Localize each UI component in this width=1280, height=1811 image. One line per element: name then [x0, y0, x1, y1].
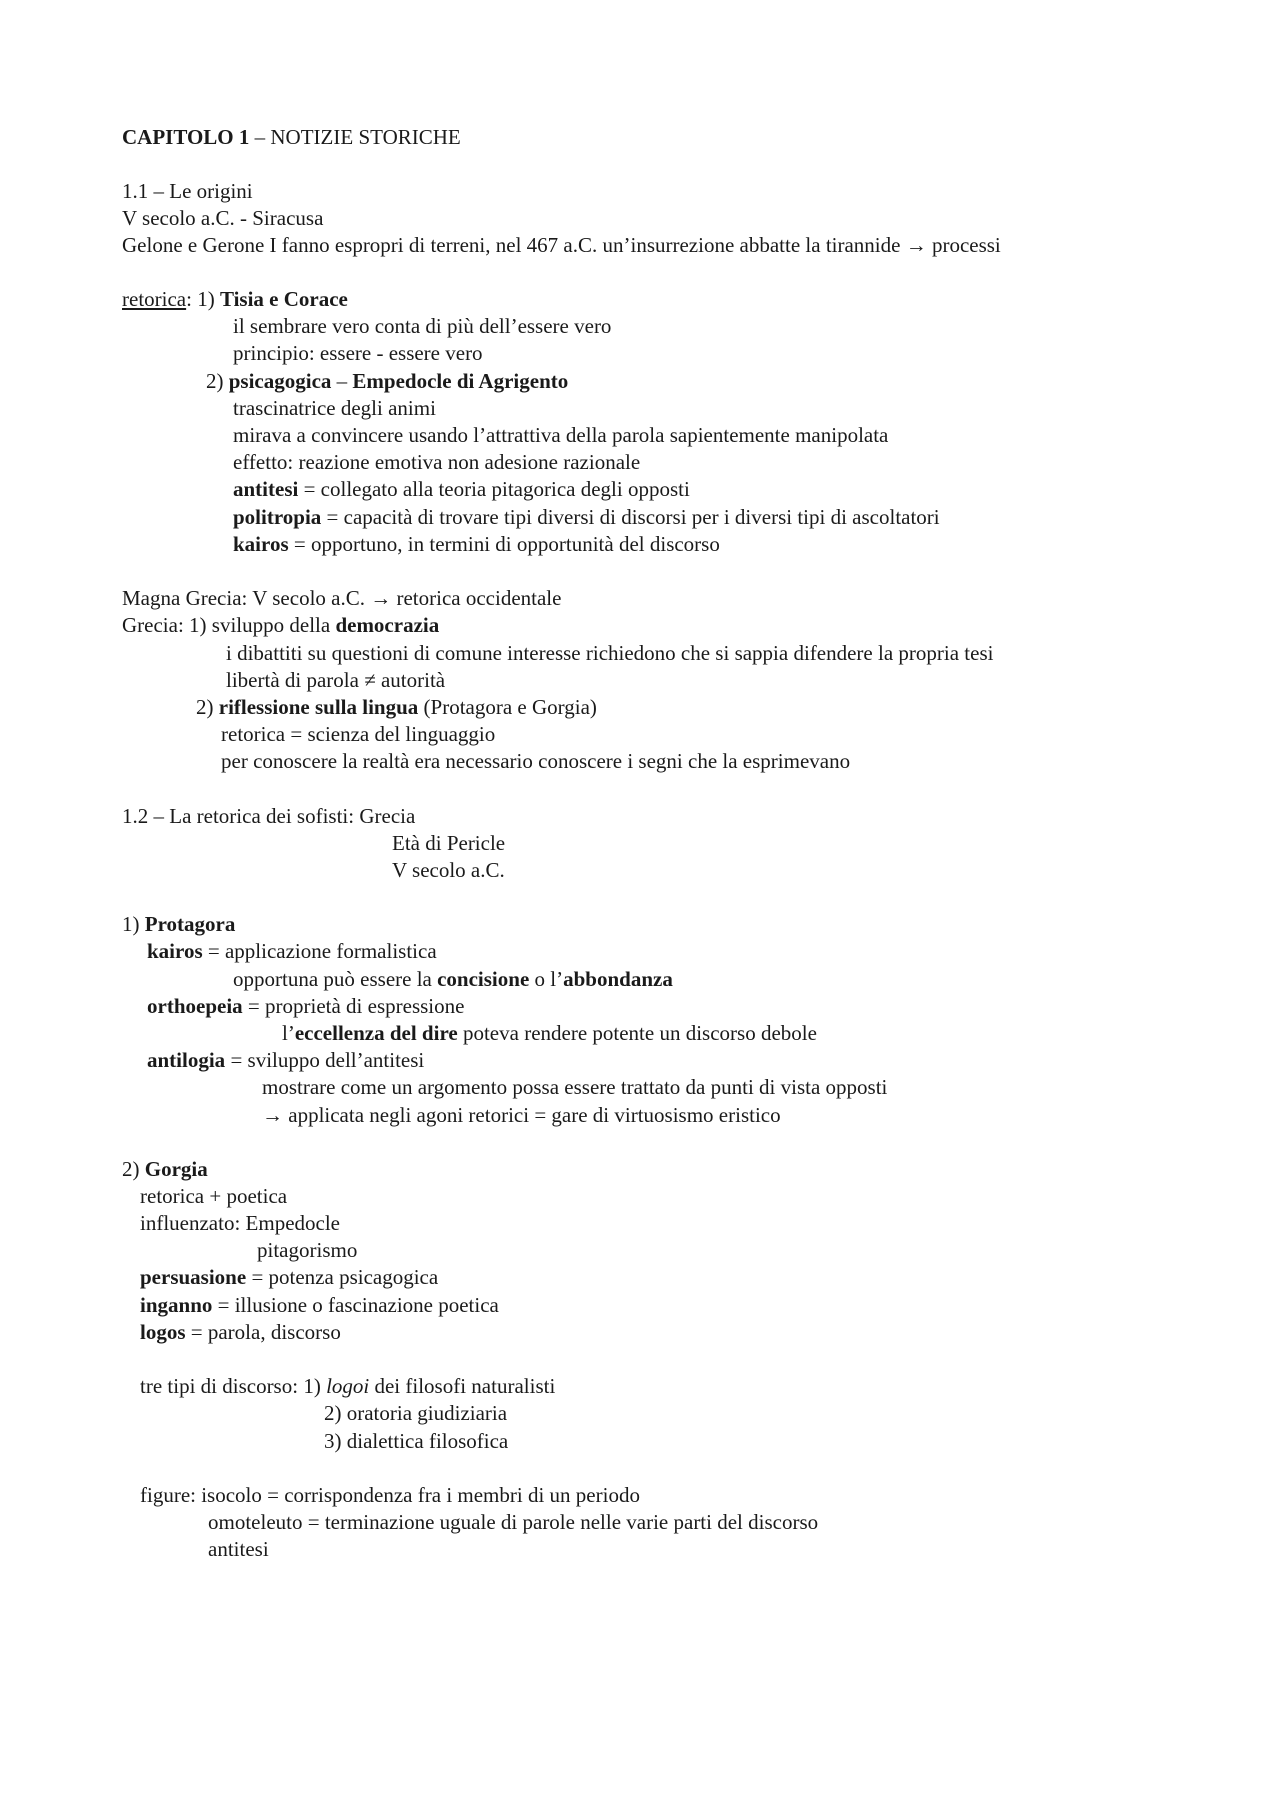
grecia-point-2: 2) riflessione sulla lingua (Protagora e Gorgia)	[196, 695, 597, 719]
retorica-point-2: 2) psicagogica – Empedocle di Agrigento	[206, 369, 569, 393]
text-line: V secolo a.C. - Siracusa	[122, 206, 324, 230]
text-line: antitesi	[208, 1537, 269, 1561]
section-1-1-heading: 1.1 – Le origini	[122, 179, 253, 203]
definition-logos: logos = parola, discorso	[140, 1320, 341, 1344]
discourse-types: tre tipi di discorso: 1) logoi dei filosofi naturalisti	[140, 1374, 556, 1398]
text-line: Età di Pericle	[392, 831, 506, 855]
text-line: 3) dialettica filosofica	[324, 1429, 509, 1453]
text-line: opportuna può essere la concisione o l’abbondanza	[233, 967, 673, 991]
text-line: per conoscere la realtà era necessario conoscere i segni che la esprimevano	[221, 749, 851, 773]
chapter-title: CAPITOLO 1 – NOTIZIE STORICHE	[122, 125, 461, 149]
definition-inganno: inganno = illusione o fascinazione poetica	[140, 1293, 499, 1317]
text-line: il sembrare vero conta di più dell’essere vero	[233, 314, 612, 338]
text-line: retorica = scienza del linguaggio	[221, 722, 496, 746]
text-line: libertà di parola ≠ autorità	[226, 668, 446, 692]
text-line: effetto: reazione emotiva non adesione razionale	[233, 450, 641, 474]
definition-antilogia: antilogia = sviluppo dell’antitesi	[147, 1048, 425, 1072]
definition-kairos: kairos = opportuno, in termini di opportunità del discorso	[233, 532, 720, 556]
protagora-heading: 1) Protagora	[122, 912, 236, 936]
text-line: figure: isocolo = corrispondenza fra i membri di un periodo	[140, 1483, 640, 1507]
definition-politropia: politropia = capacità di trovare tipi diversi di discorsi per i diversi tipi di ascoltatori	[233, 505, 940, 529]
text-line: pitagorismo	[257, 1238, 358, 1262]
text-line: Gelone e Gerone I fanno espropri di terreni, nel 467 a.C. un’insurrezione abbatte la tirannide → processi	[122, 233, 1001, 257]
text-line: retorica + poetica	[140, 1184, 288, 1208]
section-1-2-heading: 1.2 – La retorica dei sofisti: Grecia	[122, 804, 416, 828]
text-line: Magna Grecia: V secolo a.C. → retorica occidentale	[122, 586, 562, 610]
retorica-point-1: retorica: 1) Tisia e Corace	[122, 287, 348, 311]
text-line: influenzato: Empedocle	[140, 1211, 341, 1235]
text-line: mostrare come un argomento possa essere trattato da punti di vista opposti	[262, 1075, 888, 1099]
text-line: omoteleuto = terminazione uguale di parole nelle varie parti del discorso	[208, 1510, 819, 1534]
definition-kairos: kairos = applicazione formalistica	[147, 939, 437, 963]
definition-orthoepeia: orthoepeia = proprietà di espressione	[147, 994, 465, 1018]
text-line: V secolo a.C.	[392, 858, 505, 882]
text-line: principio: essere - essere vero	[233, 341, 483, 365]
text-line: mirava a convincere usando l’attrattiva della parola sapientemente manipolata	[233, 423, 889, 447]
text-line: → applicata negli agoni retorici = gare di virtuosismo eristico	[262, 1103, 781, 1127]
text-line: i dibattiti su questioni di comune interesse richiedono che si sappia difendere la propria tesi	[226, 641, 994, 665]
definition-antitesi: antitesi = collegato alla teoria pitagorica degli opposti	[233, 477, 690, 501]
text-line: trascinatrice degli animi	[233, 396, 436, 420]
definition-persuasione: persuasione = potenza psicagogica	[140, 1265, 439, 1289]
text-line: l’eccellenza del dire poteva rendere potente un discorso debole	[282, 1021, 817, 1045]
text-line: 2) oratoria giudiziaria	[324, 1401, 508, 1425]
grecia-point-1: Grecia: 1) sviluppo della democrazia	[122, 613, 440, 637]
gorgia-heading: 2) Gorgia	[122, 1157, 208, 1181]
